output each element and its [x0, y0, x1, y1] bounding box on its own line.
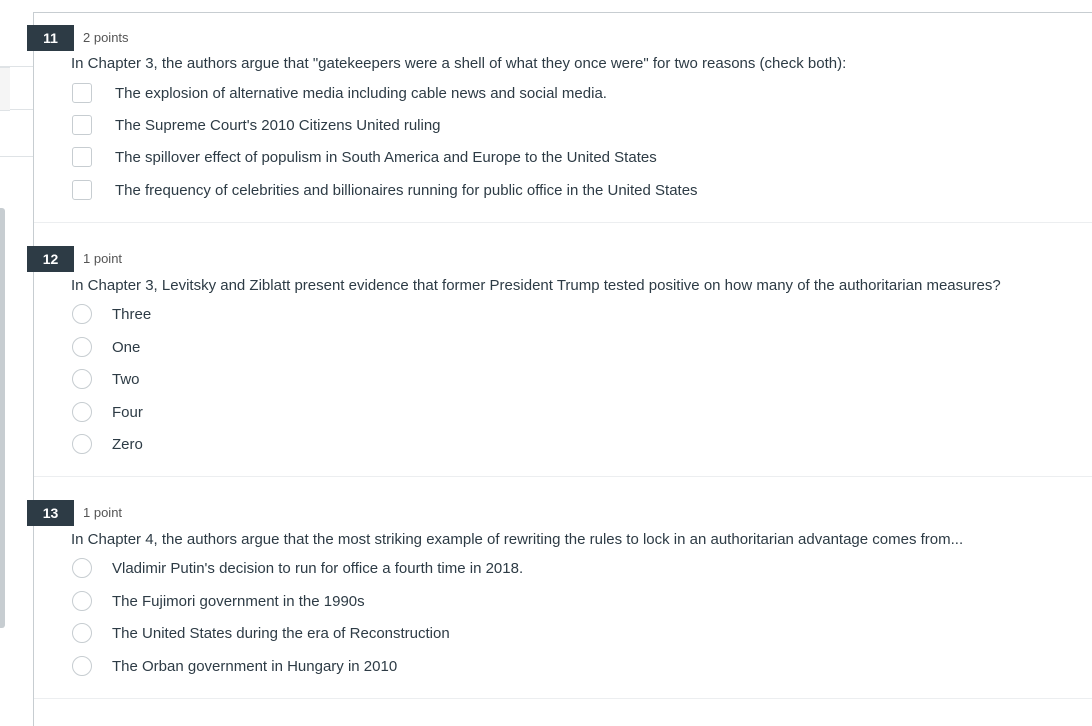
- answer-label[interactable]: The explosion of alternative media including cable news and social media.: [115, 84, 607, 102]
- left-rail: [0, 12, 34, 726]
- answer-option[interactable]: [72, 589, 365, 613]
- checkbox[interactable]: [72, 115, 92, 135]
- answer-option[interactable]: [72, 335, 140, 359]
- answer-option[interactable]: [72, 81, 607, 105]
- question-number: 11: [27, 25, 74, 51]
- answer-label[interactable]: Four: [112, 403, 143, 421]
- question-divider: [34, 476, 1092, 477]
- answer-label[interactable]: Zero: [112, 435, 143, 453]
- answer-label[interactable]: The United States during the era of Reconstruction: [112, 624, 450, 642]
- question-points: 1 point: [83, 251, 123, 266]
- question-text: In Chapter 4, the authors argue that the most striking example of rewriting the rules to lock in an authoritarian advantage comes from...: [71, 531, 964, 548]
- radio-button[interactable]: [72, 337, 92, 357]
- answer-label[interactable]: One: [112, 338, 141, 356]
- radio-button[interactable]: [72, 656, 92, 676]
- checkbox[interactable]: [72, 180, 92, 200]
- question-13: [34, 500, 1092, 698]
- radio-button[interactable]: [72, 591, 92, 611]
- radio-button[interactable]: [72, 434, 92, 454]
- answer-label[interactable]: The Supreme Court's 2010 Citizens United ruling: [115, 116, 441, 134]
- answer-label[interactable]: Vladimir Putin's decision to run for office a fourth time in 2018.: [112, 559, 524, 577]
- radio-button[interactable]: [72, 369, 92, 389]
- question-divider: [34, 222, 1092, 223]
- radio-button[interactable]: [72, 304, 92, 324]
- answer-option[interactable]: [72, 145, 657, 169]
- answer-label[interactable]: The Orban government in Hungary in 2010: [112, 657, 398, 675]
- radio-button[interactable]: [72, 558, 92, 578]
- answer-option[interactable]: [72, 432, 143, 456]
- rail-tab[interactable]: [0, 67, 10, 111]
- answer-option[interactable]: [72, 400, 143, 424]
- answer-label[interactable]: Three: [112, 305, 152, 323]
- question-text: In Chapter 3, the authors argue that "gatekeepers were a shell of what they once were" for two reasons (check both):: [71, 55, 847, 72]
- rail-divider: [0, 156, 33, 157]
- checkbox[interactable]: [72, 83, 92, 103]
- question-number: 13: [27, 500, 74, 526]
- question-11: [34, 25, 1092, 222]
- question-divider: [34, 698, 1092, 699]
- answer-option[interactable]: [72, 178, 698, 202]
- answer-option[interactable]: [72, 302, 151, 326]
- question-points: 2 points: [83, 30, 129, 45]
- question-number: 12: [27, 246, 74, 272]
- answer-label[interactable]: The spillover effect of populism in South America and Europe to the United States: [115, 148, 657, 166]
- scrollbar[interactable]: [0, 208, 5, 628]
- question-points: 1 point: [83, 505, 123, 520]
- radio-button[interactable]: [72, 623, 92, 643]
- answer-option[interactable]: [72, 556, 523, 580]
- answer-label[interactable]: Two: [112, 370, 140, 388]
- answer-option[interactable]: [72, 367, 140, 391]
- top-divider: [0, 12, 1092, 13]
- question-12: [34, 246, 1092, 476]
- question-text: In Chapter 3, Levitsky and Ziblatt present evidence that former President Trump tested positive on how many of the authoritarian measures?: [71, 277, 1001, 294]
- answer-option[interactable]: [72, 113, 441, 137]
- answer-label[interactable]: The frequency of celebrities and billionaires running for public office in the United States: [115, 181, 698, 199]
- checkbox[interactable]: [72, 147, 92, 167]
- answer-option[interactable]: [72, 654, 397, 678]
- answer-option[interactable]: [72, 621, 450, 645]
- answer-label[interactable]: The Fujimori government in the 1990s: [112, 592, 365, 610]
- radio-button[interactable]: [72, 402, 92, 422]
